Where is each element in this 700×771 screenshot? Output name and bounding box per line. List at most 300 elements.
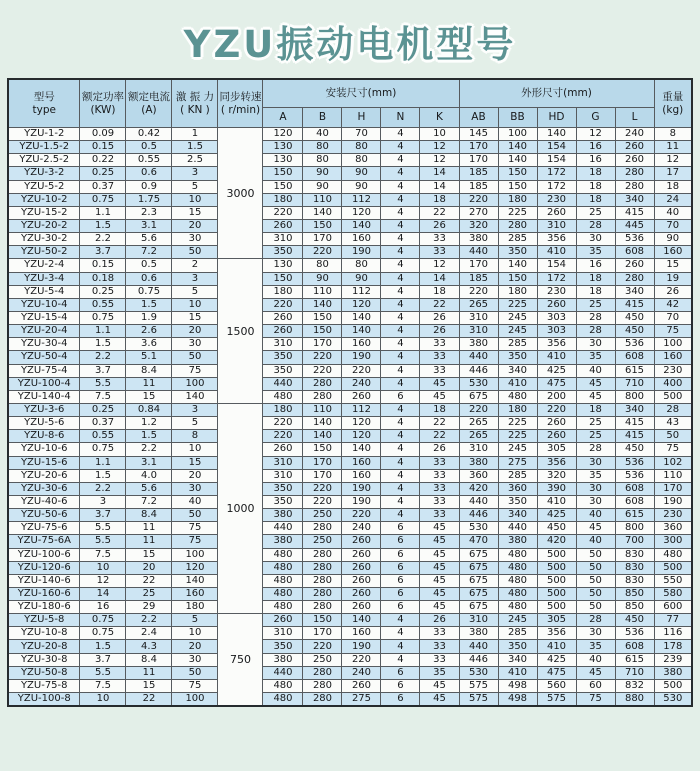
col-header-model xyxy=(8,79,80,128)
value-cell: 380 xyxy=(263,653,303,666)
value-cell: 440 xyxy=(459,640,498,653)
value-cell: 240 xyxy=(342,666,381,679)
value-cell: 10 xyxy=(420,128,459,141)
value-cell: 26 xyxy=(420,325,459,338)
col-header-K: K xyxy=(420,108,459,128)
value-cell: 265 xyxy=(459,430,498,443)
value-cell: 7.5 xyxy=(80,548,126,561)
table-row xyxy=(8,311,692,324)
value-cell: 410 xyxy=(537,495,576,508)
value-cell: 500 xyxy=(537,548,576,561)
value-cell: 11 xyxy=(654,141,692,154)
value-cell: 80 xyxy=(303,154,342,167)
value-cell: 425 xyxy=(537,364,576,377)
value-cell: 33 xyxy=(420,456,459,469)
value-cell: 710 xyxy=(615,377,654,390)
value-cell: 230 xyxy=(654,364,692,377)
value-cell: 480 xyxy=(263,679,303,692)
value-cell: 90 xyxy=(303,272,342,285)
value-cell: 245 xyxy=(498,614,537,627)
value-cell: 170 xyxy=(459,259,498,272)
model-cell: YZU-30-2 xyxy=(8,233,80,246)
value-cell: 0.6 xyxy=(126,272,172,285)
model-cell: YZU-3-6 xyxy=(8,403,80,416)
value-cell: 350 xyxy=(263,364,303,377)
model-cell: YZU-30-6 xyxy=(8,482,80,495)
value-cell: 4 xyxy=(381,443,420,456)
value-cell: 536 xyxy=(615,469,654,482)
value-cell: 30 xyxy=(576,495,615,508)
value-cell: 350 xyxy=(498,640,537,653)
value-cell: 220 xyxy=(342,653,381,666)
value-cell: 830 xyxy=(615,561,654,574)
value-cell: 280 xyxy=(498,219,537,232)
value-cell: 220 xyxy=(342,509,381,522)
value-cell: 0.25 xyxy=(80,285,126,298)
value-cell: 550 xyxy=(654,574,692,587)
table-row xyxy=(8,128,692,141)
value-cell: 30 xyxy=(172,338,218,351)
value-cell: 160 xyxy=(654,246,692,259)
value-cell: 190 xyxy=(342,351,381,364)
value-cell: 480 xyxy=(498,561,537,574)
value-cell: 4 xyxy=(381,128,420,141)
value-cell: 24 xyxy=(654,193,692,206)
value-cell: 150 xyxy=(303,311,342,324)
value-cell: 536 xyxy=(615,456,654,469)
value-cell: 15 xyxy=(172,311,218,324)
value-cell: 50 xyxy=(172,351,218,364)
value-cell: 220 xyxy=(303,364,342,377)
value-cell: 33 xyxy=(420,364,459,377)
model-cell: YZU-20-6 xyxy=(8,469,80,482)
value-cell: 50 xyxy=(654,430,692,443)
value-cell: 16 xyxy=(576,259,615,272)
value-cell: 608 xyxy=(615,482,654,495)
speed-cell: 1000 xyxy=(218,403,263,613)
value-cell: 22 xyxy=(420,206,459,219)
value-cell: 25 xyxy=(576,430,615,443)
value-cell: 0.84 xyxy=(126,403,172,416)
value-cell: 320 xyxy=(537,469,576,482)
value-cell: 10 xyxy=(172,298,218,311)
value-cell: 225 xyxy=(498,298,537,311)
value-cell: 303 xyxy=(537,311,576,324)
value-cell: 22 xyxy=(126,574,172,587)
value-cell: 154 xyxy=(537,259,576,272)
value-cell: 280 xyxy=(303,548,342,561)
model-cell: YZU-75-6A xyxy=(8,535,80,548)
value-cell: 3.7 xyxy=(80,653,126,666)
value-cell: 1.1 xyxy=(80,456,126,469)
value-cell: 4.0 xyxy=(126,469,172,482)
value-cell: 340 xyxy=(498,653,537,666)
value-cell: 220 xyxy=(303,495,342,508)
value-cell: 172 xyxy=(537,180,576,193)
value-cell: 1.9 xyxy=(126,311,172,324)
value-cell: 305 xyxy=(537,443,576,456)
value-cell: 400 xyxy=(654,377,692,390)
value-cell: 425 xyxy=(537,509,576,522)
value-cell: 45 xyxy=(420,561,459,574)
value-cell: 450 xyxy=(615,614,654,627)
value-cell: 280 xyxy=(303,561,342,574)
table-row xyxy=(8,193,692,206)
value-cell: 120 xyxy=(172,561,218,574)
value-cell: 80 xyxy=(342,259,381,272)
value-cell: 8 xyxy=(172,430,218,443)
value-cell: 410 xyxy=(498,377,537,390)
model-cell: YZU-180-6 xyxy=(8,601,80,614)
value-cell: 2.2 xyxy=(80,482,126,495)
value-cell: 4 xyxy=(381,311,420,324)
value-cell: 2.3 xyxy=(126,206,172,219)
value-cell: 8.4 xyxy=(126,653,172,666)
value-cell: 1.2 xyxy=(126,417,172,430)
value-cell: 380 xyxy=(459,627,498,640)
value-cell: 80 xyxy=(303,141,342,154)
value-cell: 8 xyxy=(654,128,692,141)
value-cell: 15 xyxy=(126,679,172,692)
value-cell: 4 xyxy=(381,403,420,416)
value-cell: 50 xyxy=(576,601,615,614)
value-cell: 45 xyxy=(420,679,459,692)
value-cell: 33 xyxy=(420,233,459,246)
table-row xyxy=(8,325,692,338)
table-row xyxy=(8,469,692,482)
value-cell: 10 xyxy=(80,693,126,707)
value-cell: 303 xyxy=(537,325,576,338)
value-cell: 4 xyxy=(381,167,420,180)
value-cell: 710 xyxy=(615,666,654,679)
value-cell: 280 xyxy=(303,587,342,600)
value-cell: 0.6 xyxy=(126,167,172,180)
value-cell: 830 xyxy=(615,548,654,561)
value-cell: 4 xyxy=(381,351,420,364)
value-cell: 180 xyxy=(498,403,537,416)
value-cell: 35 xyxy=(576,351,615,364)
value-cell: 280 xyxy=(303,522,342,535)
value-cell: 260 xyxy=(342,587,381,600)
value-cell: 35 xyxy=(576,246,615,259)
value-cell: 0.37 xyxy=(80,180,126,193)
col-header-model-en: type xyxy=(32,103,56,116)
value-cell: 245 xyxy=(498,443,537,456)
model-cell: YZU-5-8 xyxy=(8,614,80,627)
value-cell: 1.5 xyxy=(126,430,172,443)
value-cell: 5.5 xyxy=(80,522,126,535)
value-cell: 185 xyxy=(459,180,498,193)
value-cell: 154 xyxy=(537,154,576,167)
value-cell: 4 xyxy=(381,430,420,443)
value-cell: 260 xyxy=(342,574,381,587)
value-cell: 160 xyxy=(342,469,381,482)
value-cell: 116 xyxy=(654,627,692,640)
value-cell: 5.1 xyxy=(126,351,172,364)
value-cell: 150 xyxy=(498,167,537,180)
value-cell: 33 xyxy=(420,351,459,364)
value-cell: 480 xyxy=(498,601,537,614)
value-cell: 560 xyxy=(537,679,576,692)
value-cell: 3.7 xyxy=(80,246,126,259)
value-cell: 190 xyxy=(342,495,381,508)
value-cell: 29 xyxy=(126,601,172,614)
value-cell: 220 xyxy=(263,430,303,443)
value-cell: 530 xyxy=(459,377,498,390)
value-cell: 280 xyxy=(615,167,654,180)
value-cell: 1.1 xyxy=(80,206,126,219)
value-cell: 275 xyxy=(498,456,537,469)
value-cell: 170 xyxy=(303,338,342,351)
value-cell: 28 xyxy=(654,403,692,416)
value-cell: 90 xyxy=(342,272,381,285)
value-cell: 2.4 xyxy=(126,627,172,640)
value-cell: 450 xyxy=(537,522,576,535)
col-header-current: 额定电流 (A) xyxy=(126,79,172,128)
value-cell: 280 xyxy=(303,574,342,587)
value-cell: 15 xyxy=(126,390,172,403)
value-cell: 110 xyxy=(654,469,692,482)
model-cell: YZU-30-8 xyxy=(8,653,80,666)
value-cell: 615 xyxy=(615,509,654,522)
value-cell: 4 xyxy=(381,614,420,627)
value-cell: 45 xyxy=(576,522,615,535)
value-cell: 5 xyxy=(172,285,218,298)
value-cell: 440 xyxy=(459,351,498,364)
value-cell: 190 xyxy=(342,640,381,653)
value-cell: 310 xyxy=(263,627,303,640)
value-cell: 170 xyxy=(303,627,342,640)
value-cell: 45 xyxy=(420,377,459,390)
value-cell: 7.5 xyxy=(80,390,126,403)
value-cell: 160 xyxy=(654,351,692,364)
value-cell: 26 xyxy=(654,285,692,298)
value-cell: 260 xyxy=(342,535,381,548)
model-cell: YZU-5-6 xyxy=(8,417,80,430)
value-cell: 5.6 xyxy=(126,482,172,495)
value-cell: 480 xyxy=(498,587,537,600)
value-cell: 240 xyxy=(342,377,381,390)
value-cell: 250 xyxy=(303,535,342,548)
model-cell: YZU-1-2 xyxy=(8,128,80,141)
value-cell: 380 xyxy=(498,535,537,548)
value-cell: 45 xyxy=(420,390,459,403)
value-cell: 45 xyxy=(420,522,459,535)
value-cell: 450 xyxy=(615,311,654,324)
value-cell: 17 xyxy=(654,167,692,180)
value-cell: 4 xyxy=(381,285,420,298)
value-cell: 2.2 xyxy=(80,233,126,246)
model-cell: YZU-3-4 xyxy=(8,272,80,285)
value-cell: 170 xyxy=(303,469,342,482)
value-cell: 90 xyxy=(303,180,342,193)
value-cell: 30 xyxy=(576,233,615,246)
value-cell: 50 xyxy=(172,246,218,259)
table-row xyxy=(8,246,692,259)
value-cell: 180 xyxy=(172,601,218,614)
value-cell: 500 xyxy=(537,587,576,600)
value-cell: 112 xyxy=(342,403,381,416)
value-cell: 498 xyxy=(498,693,537,707)
value-cell: 160 xyxy=(342,627,381,640)
value-cell: 50 xyxy=(172,509,218,522)
value-cell: 280 xyxy=(303,666,342,679)
value-cell: 16 xyxy=(576,141,615,154)
table-row xyxy=(8,666,692,679)
value-cell: 320 xyxy=(459,219,498,232)
value-cell: 20 xyxy=(172,640,218,653)
value-cell: 450 xyxy=(615,443,654,456)
value-cell: 415 xyxy=(615,206,654,219)
value-cell: 30 xyxy=(576,338,615,351)
value-cell: 608 xyxy=(615,351,654,364)
model-cell: YZU-30-4 xyxy=(8,338,80,351)
value-cell: 90 xyxy=(342,167,381,180)
value-cell: 4 xyxy=(381,233,420,246)
value-cell: 480 xyxy=(263,548,303,561)
value-cell: 160 xyxy=(342,233,381,246)
value-cell: 1.1 xyxy=(80,325,126,338)
table-row xyxy=(8,259,692,272)
value-cell: 33 xyxy=(420,640,459,653)
value-cell: 75 xyxy=(172,522,218,535)
value-cell: 6 xyxy=(381,693,420,707)
value-cell: 43 xyxy=(654,417,692,430)
value-cell: 1.5 xyxy=(80,219,126,232)
value-cell: 350 xyxy=(498,351,537,364)
value-cell: 4 xyxy=(381,417,420,430)
value-cell: 15 xyxy=(172,456,218,469)
value-cell: 8.4 xyxy=(126,509,172,522)
table-row xyxy=(8,430,692,443)
value-cell: 25 xyxy=(576,298,615,311)
value-cell: 35 xyxy=(576,469,615,482)
value-cell: 60 xyxy=(576,679,615,692)
value-cell: 380 xyxy=(459,456,498,469)
value-cell: 475 xyxy=(537,666,576,679)
value-cell: 440 xyxy=(263,377,303,390)
value-cell: 33 xyxy=(420,653,459,666)
value-cell: 245 xyxy=(498,325,537,338)
value-cell: 120 xyxy=(342,298,381,311)
value-cell: 50 xyxy=(576,587,615,600)
value-cell: 80 xyxy=(303,259,342,272)
value-cell: 220 xyxy=(303,246,342,259)
table-row xyxy=(8,167,692,180)
value-cell: 4 xyxy=(381,456,420,469)
value-cell: 1.5 xyxy=(80,338,126,351)
value-cell: 4 xyxy=(381,640,420,653)
value-cell: 25 xyxy=(126,587,172,600)
value-cell: 3 xyxy=(172,272,218,285)
value-cell: 10 xyxy=(172,443,218,456)
value-cell: 410 xyxy=(498,666,537,679)
value-cell: 90 xyxy=(342,180,381,193)
value-cell: 100 xyxy=(172,548,218,561)
value-cell: 4 xyxy=(381,259,420,272)
value-cell: 260 xyxy=(263,219,303,232)
table-row xyxy=(8,495,692,508)
model-cell: YZU-15-4 xyxy=(8,311,80,324)
value-cell: 185 xyxy=(459,272,498,285)
value-cell: 11 xyxy=(126,377,172,390)
col-header-AB: AB xyxy=(459,108,498,128)
value-cell: 380 xyxy=(654,666,692,679)
value-cell: 28 xyxy=(576,614,615,627)
value-cell: 40 xyxy=(576,535,615,548)
value-cell: 480 xyxy=(263,561,303,574)
value-cell: 600 xyxy=(654,601,692,614)
value-cell: 70 xyxy=(654,219,692,232)
value-cell: 33 xyxy=(420,509,459,522)
value-cell: 0.55 xyxy=(126,154,172,167)
value-cell: 440 xyxy=(459,495,498,508)
value-cell: 6 xyxy=(381,679,420,692)
value-cell: 250 xyxy=(303,653,342,666)
value-cell: 4 xyxy=(381,627,420,640)
value-cell: 608 xyxy=(615,495,654,508)
value-cell: 475 xyxy=(537,377,576,390)
value-cell: 2.6 xyxy=(126,325,172,338)
speed-cell: 1500 xyxy=(218,259,263,404)
value-cell: 350 xyxy=(263,640,303,653)
value-cell: 5 xyxy=(172,614,218,627)
value-cell: 18 xyxy=(576,272,615,285)
col-group-install: 安装尺寸(mm) xyxy=(263,79,459,108)
value-cell: 530 xyxy=(654,693,692,707)
value-cell: 110 xyxy=(303,403,342,416)
value-cell: 160 xyxy=(172,587,218,600)
value-cell: 1 xyxy=(172,128,218,141)
value-cell: 170 xyxy=(303,233,342,246)
value-cell: 265 xyxy=(459,298,498,311)
table-row xyxy=(8,351,692,364)
value-cell: 14 xyxy=(80,587,126,600)
value-cell: 30 xyxy=(576,456,615,469)
value-cell: 500 xyxy=(537,561,576,574)
value-cell: 4 xyxy=(381,653,420,666)
value-cell: 0.25 xyxy=(80,403,126,416)
value-cell: 178 xyxy=(654,640,692,653)
col-group-outline: 外形尺寸(mm) xyxy=(459,79,654,108)
value-cell: 310 xyxy=(459,614,498,627)
value-cell: 4 xyxy=(381,364,420,377)
value-cell: 16 xyxy=(576,154,615,167)
value-cell: 50 xyxy=(576,548,615,561)
value-cell: 100 xyxy=(654,338,692,351)
value-cell: 45 xyxy=(576,377,615,390)
value-cell: 500 xyxy=(654,390,692,403)
value-cell: 80 xyxy=(342,141,381,154)
table-row xyxy=(8,233,692,246)
value-cell: 180 xyxy=(263,285,303,298)
value-cell: 35 xyxy=(576,640,615,653)
value-cell: 4 xyxy=(381,246,420,259)
value-cell: 6 xyxy=(381,390,420,403)
value-cell: 2.5 xyxy=(172,154,218,167)
value-cell: 260 xyxy=(263,443,303,456)
value-cell: 446 xyxy=(459,364,498,377)
page-title: YZU振动电机型号 xyxy=(183,23,517,66)
value-cell: 140 xyxy=(498,154,537,167)
value-cell: 5.5 xyxy=(80,666,126,679)
value-cell: 420 xyxy=(459,482,498,495)
value-cell: 40 xyxy=(576,653,615,666)
value-cell: 140 xyxy=(303,430,342,443)
value-cell: 33 xyxy=(420,338,459,351)
value-cell: 0.75 xyxy=(80,614,126,627)
value-cell: 220 xyxy=(303,482,342,495)
